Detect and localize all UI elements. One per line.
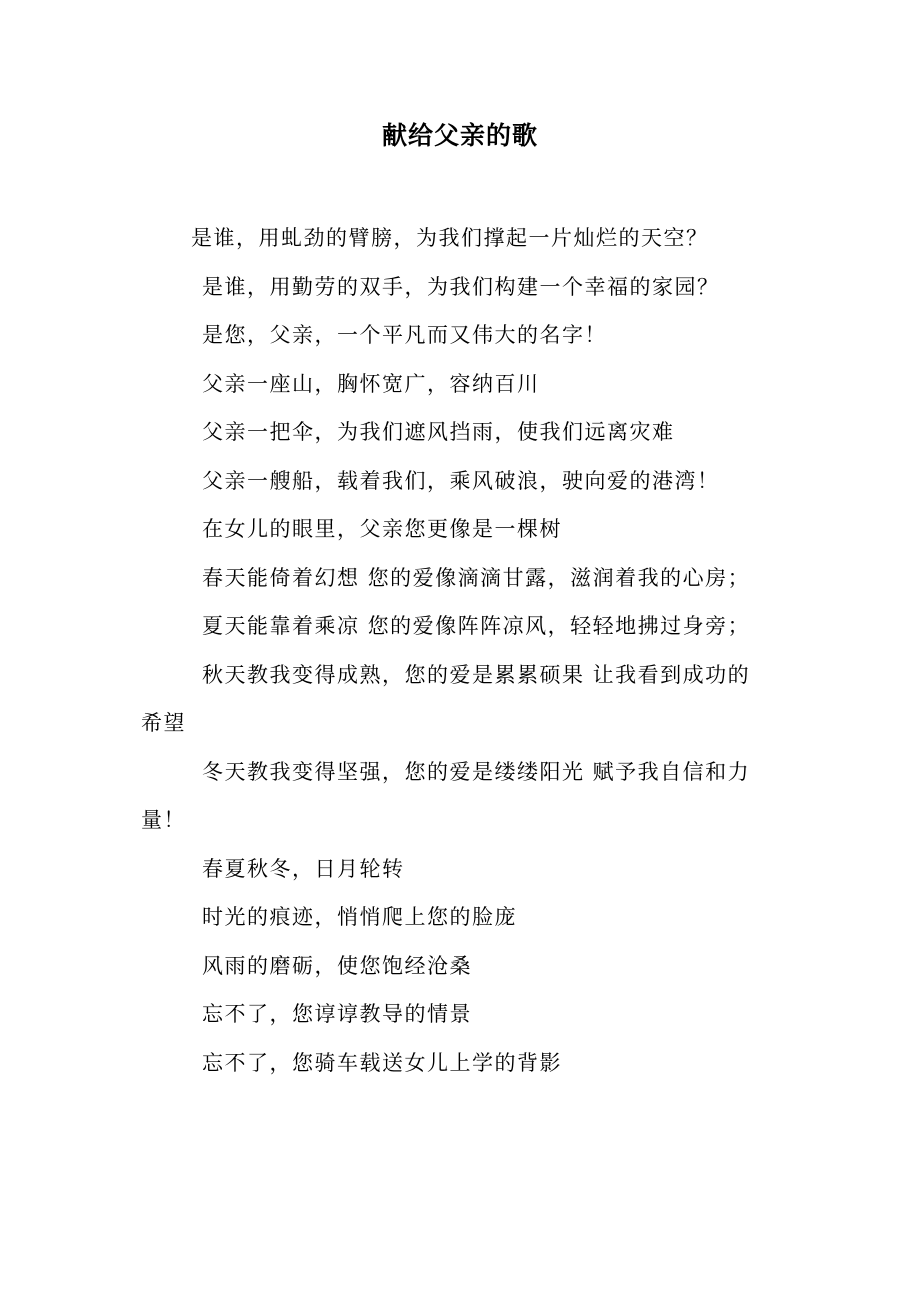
poem-line: 春天能倚着幻想 您的爱像滴滴甘露，滋润着我的心房； [202,565,751,590]
poem-line: 时光的痕迹，悄悄爬上您的脸庞 [202,905,517,929]
poem-body [141,214,766,1087]
poem-line: 父亲一座山，胸怀宽广，容纳百川 [202,371,540,396]
poem-line: 忘不了，您谆谆教导的情景 [202,1002,472,1026]
poem-line: 是谁，用勤劳的双手，为我们构建一个幸福的家园？ [202,274,720,299]
poem-line: 父亲一艘船，载着我们，乘风破浪，驶向爱的港湾！ [202,468,720,493]
poem-line: 是您，父亲，一个平凡而又伟大的名字！ [202,323,607,347]
poem-line: 冬天教我变得坚强，您的爱是缕缕阳光 赋予我自信和力量！ [141,759,751,832]
poem-line: 夏天能靠着乘凉 您的爱像阵阵凉风，轻轻地拂过身旁； [202,614,751,638]
document-title: 献给父亲的歌 [381,121,538,150]
poem-line: 风雨的磨砺，使您饱经沧桑 [202,953,472,978]
poem-line: 父亲一把伞，为我们遮风挡雨，使我们远离灾难 [202,420,675,444]
poem-line: 忘不了，您骑车载送女儿上学的背影 [202,1050,562,1075]
poem-line: 在女儿的眼里，父亲您更像是一棵树 [202,517,562,541]
poem-line: 春夏秋冬，日月轮转 [202,856,405,881]
poem-line: 秋天教我变得成熟，您的爱是累累硕果 让我看到成功的希望 [141,662,751,735]
poem-line: 是谁，用虬劲的臂膀，为我们撑起一片灿烂的天空？ [191,226,709,250]
